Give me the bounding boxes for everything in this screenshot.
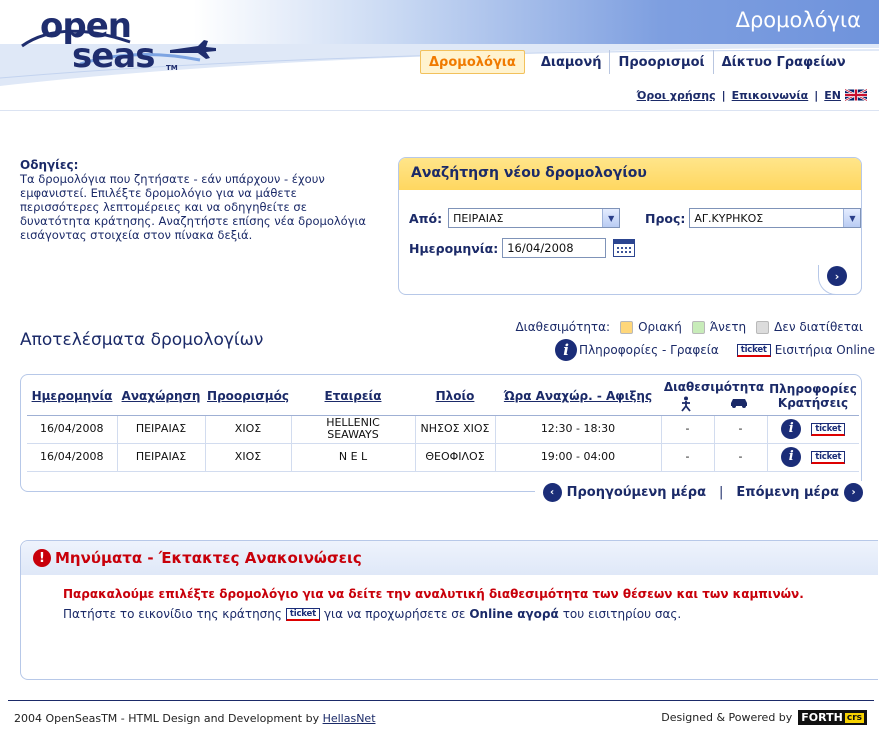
col-company[interactable]: Εταιρεία	[291, 377, 415, 415]
tab-office-network[interactable]: Δίκτυο Γραφείων	[721, 54, 846, 70]
instructions-title: Οδηγίες:	[20, 158, 79, 172]
footer-divider	[8, 700, 874, 701]
legend-swatch-unavailable	[756, 321, 769, 334]
header-divider	[0, 110, 879, 111]
row-actions	[767, 415, 859, 443]
info-legend-label: Πληροφορίες - Γραφεία	[579, 343, 719, 357]
date-input[interactable]	[502, 238, 606, 258]
legend-limited: Οριακή	[638, 320, 682, 334]
instructions-text: Τα δρομολόγια που ζητήσατε - εάν υπάρχουν - έχουν εμφανιστεί. Επιλέξτε δρομολόγιο για να μάθετε περισσότερες λεπτομέρειες και να οδηγηθείτε σε δυνατότητα κράτησης. Αναζητήστε επίσης νέα δρομολόγια εισάγοντας στοιχεία στον πίνακα δεξιά.	[20, 172, 366, 242]
legend-swatch-limited	[620, 321, 633, 334]
col-departure[interactable]: Αναχώρηση	[117, 377, 205, 415]
row-avail-person: -	[661, 443, 714, 471]
logo-word-seas: seas	[72, 36, 155, 76]
announcement-line-2: Πατήστε το εικονίδιο της κράτησης ticket για να προχωρήσετε σε Online αγορά του εισιτηρίου σας.	[63, 607, 682, 621]
results-title: Αποτελέσματα δρομολογίων	[20, 330, 264, 350]
instructions	[20, 158, 376, 242]
logo-tm: TM	[166, 64, 178, 72]
row-avail-car: -	[714, 415, 767, 443]
from-row	[409, 208, 620, 228]
table-row[interactable]	[27, 443, 859, 471]
forth-crs-logo[interactable]: FORTH crs	[798, 710, 867, 725]
ticket-icon[interactable]: ticket	[811, 423, 845, 436]
row-date: 16/04/2008	[27, 415, 117, 443]
row-vessel: ΝΗΣΟΣ ΧΙΟΣ	[415, 415, 495, 443]
row-avail-person: -	[661, 415, 714, 443]
terms-link[interactable]: Όροι χρήσης	[636, 88, 716, 102]
row-departure: ΠΕΙΡΑΙΑΣ	[117, 415, 205, 443]
col-vessel[interactable]: Πλοίο	[415, 377, 495, 415]
chevron-right-icon[interactable]: ›	[844, 483, 863, 502]
legend-unavailable: Δεν διατίθεται	[774, 320, 863, 334]
announcements-panel	[20, 540, 878, 680]
ticket-icon[interactable]: ticket	[811, 451, 845, 464]
row-departure: ΠΕΙΡΑΙΑΣ	[117, 443, 205, 471]
ticket-icon: ticket	[286, 608, 320, 621]
row-company: HELLENIC SEAWAYS	[291, 415, 415, 443]
english-link[interactable]: EN	[824, 88, 841, 102]
search-panel	[398, 157, 862, 295]
calendar-icon[interactable]	[613, 239, 635, 257]
legend-comfortable: Άνετη	[709, 320, 747, 334]
col-destination[interactable]: Προορισμός	[205, 377, 291, 415]
row-avail-car: -	[714, 443, 767, 471]
tab-routes[interactable]: Δρομολόγια	[420, 50, 525, 74]
from-select[interactable]	[448, 208, 620, 228]
row-time: 12:30 - 18:30	[495, 415, 661, 443]
car-icon	[729, 396, 749, 408]
to-label: Προς:	[645, 210, 686, 226]
hellasnet-link[interactable]: HellasNet	[322, 712, 376, 725]
uk-flag-icon[interactable]	[845, 88, 867, 102]
to-row	[645, 208, 861, 228]
ticket-legend-label: Εισιτήρια Online	[774, 343, 875, 357]
legend-swatch-comfortable	[692, 321, 705, 334]
person-icon	[680, 396, 692, 412]
info-icon[interactable]: i	[781, 419, 801, 439]
section-title: Δρομολόγια	[735, 8, 861, 32]
search-submit-button[interactable]: ›	[827, 266, 847, 286]
ticket-icon: ticket	[737, 344, 771, 357]
col-availability: Διαθεσιμότητα	[661, 377, 767, 415]
tab-destinations[interactable]: Προορισμοί	[610, 50, 713, 74]
logo-word-open: open	[40, 6, 131, 46]
footer-copyright: 2004 OpenSeasTM - HTML Design and Development by HellasNet	[14, 712, 376, 725]
row-actions	[767, 443, 859, 471]
row-company: N E L	[291, 443, 415, 471]
legend-label: Διαθεσιμότητα:	[515, 320, 611, 334]
row-time: 19:00 - 04:00	[495, 443, 661, 471]
contact-link[interactable]: Επικοινωνία	[731, 88, 809, 102]
to-select-value: ΑΓ.ΚΥΡΗΚΟΣ	[694, 211, 764, 225]
results-panel	[20, 374, 862, 492]
table-row[interactable]	[27, 415, 859, 443]
row-date: 16/04/2008	[27, 443, 117, 471]
col-time[interactable]: Ώρα Αναχώρ. - Αφιξης	[495, 377, 661, 415]
results-table	[27, 377, 859, 472]
top-links: Όροι χρήσης | Επικοινωνία | EN	[637, 88, 867, 102]
info-icon: i	[555, 339, 577, 361]
from-select-value: ΠΕΙΡΑΙΑΣ	[453, 211, 504, 225]
row-destination: ΧΙΟΣ	[205, 443, 291, 471]
previous-day-link[interactable]: Προηγούμενη μέρα	[566, 485, 707, 500]
page-header	[0, 0, 879, 88]
row-vessel: ΘΕΟΦΙΛΟΣ	[415, 443, 495, 471]
alert-icon: !	[33, 549, 51, 567]
to-select[interactable]	[689, 208, 861, 228]
chevron-down-icon: ▼	[843, 209, 860, 227]
footer-powered-by: Designed & Powered by FORTH crs	[661, 710, 867, 725]
icon-legend	[555, 339, 875, 361]
announcements-header	[21, 541, 878, 575]
info-icon[interactable]: i	[781, 447, 801, 467]
col-info: Πληροφορίες Κρατήσεις	[767, 377, 859, 415]
tab-accommodation[interactable]: Διαμονή	[533, 50, 611, 74]
availability-legend	[515, 320, 863, 334]
openseas-logo[interactable]	[20, 6, 220, 86]
chevron-down-icon: ▼	[602, 209, 619, 227]
from-label: Από:	[409, 210, 443, 226]
chevron-left-icon[interactable]: ‹	[543, 483, 562, 502]
next-day-link[interactable]: Επόμενη μέρα	[736, 485, 839, 500]
announcements-title: Μηνύματα - Έκτακτες Ανακοινώσεις	[55, 549, 362, 567]
col-date[interactable]: Ημερομηνία	[27, 377, 117, 415]
search-panel-title: Αναζήτηση νέου δρομολογίου	[399, 158, 861, 190]
day-navigation: ‹ Προηγούμενη μέρα | Επόμενη μέρα ›	[535, 481, 863, 504]
main-tabs	[420, 50, 854, 74]
table-header-row	[27, 377, 859, 415]
announcement-line-1: Παρακαλούμε επιλέξτε δρομολόγιο για να δείτε την αναλυτική διαθεσιμότητα των θέσεων και των καμπινών.	[63, 587, 804, 601]
row-destination: ΧΙΟΣ	[205, 415, 291, 443]
date-row	[409, 238, 635, 258]
date-label: Ημερομηνία:	[409, 240, 499, 256]
